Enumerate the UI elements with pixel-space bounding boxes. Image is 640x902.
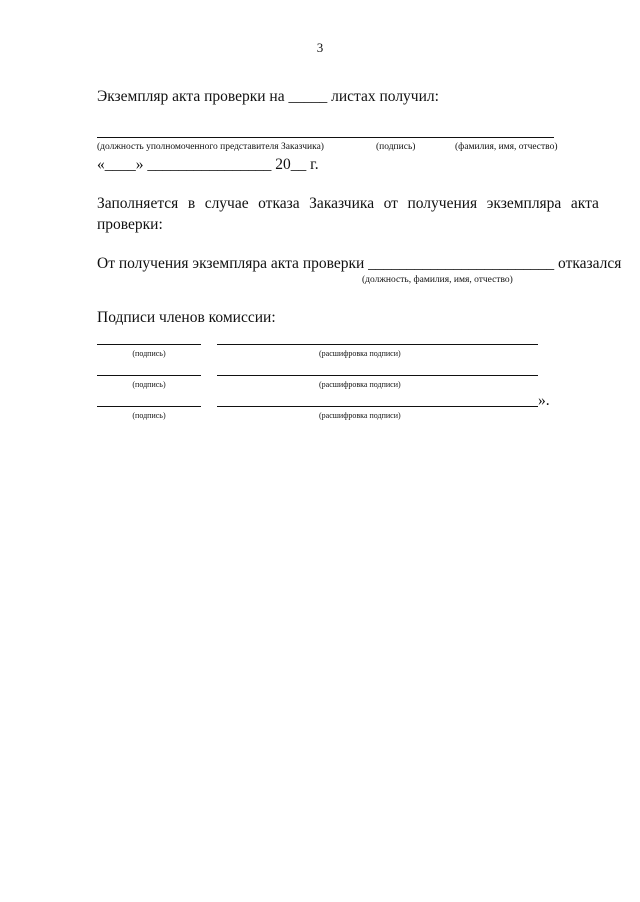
member-signature-line <box>97 406 201 407</box>
refusal-note-word: от <box>383 195 398 212</box>
refusal-note-word: получения <box>407 195 478 212</box>
refusal-suffix: отказался <box>558 255 622 272</box>
member-signature-line <box>97 375 201 376</box>
member-decoding-line <box>217 344 538 345</box>
date-close-quote: » <box>135 156 144 173</box>
refusal-note-word: Заказчика <box>309 195 375 212</box>
member-signature-caption: (подпись) <box>132 380 166 389</box>
received-prefix: Экземпляр акта проверки на <box>97 88 285 105</box>
refusal-blank: ________________________ <box>368 255 555 272</box>
position-caption: (должность уполномоченного представителя Заказчика) <box>97 142 324 152</box>
date-open-quote: « <box>97 156 105 173</box>
member-decoding-line <box>217 406 538 407</box>
full-name-caption: (фамилия, имя, отчество) <box>455 142 558 152</box>
member-decoding-caption: (расшифровка подписи) <box>319 349 401 358</box>
year-blank: __ <box>290 156 307 173</box>
refusal-note-word: экземпляра <box>486 195 562 212</box>
member-decoding-line <box>217 375 538 376</box>
month-blank: ________________ <box>147 156 272 173</box>
refusal-note-line2: проверки: <box>97 216 163 233</box>
refusal-line <box>97 255 621 273</box>
day-blank: ____ <box>104 156 136 173</box>
page-number: 3 <box>316 40 324 55</box>
refusal-note-word: Заполняется <box>97 195 179 212</box>
received-copy-line <box>97 88 439 106</box>
refusal-prefix: От получения экземпляра акта проверки <box>97 255 365 272</box>
year-suffix: г. <box>310 156 319 173</box>
member-signature-line <box>97 344 201 345</box>
refusal-caption: (должность, фамилия, имя, отчество) <box>362 275 513 285</box>
refusal-note-word: случае <box>204 195 249 212</box>
refusal-note-line1 <box>97 195 599 213</box>
refusal-note-word: отказа <box>258 195 300 212</box>
signature-caption: (подпись) <box>376 142 416 152</box>
date-line <box>97 156 319 174</box>
member-decoding-caption: (расшифровка подписи) <box>319 411 401 420</box>
member-signature-caption: (подпись) <box>132 411 166 420</box>
representative-signature-line <box>97 137 554 138</box>
commission-heading: Подписи членов комиссии: <box>97 309 276 326</box>
refusal-note-word: акта <box>570 195 599 212</box>
closing-mark: ». <box>538 392 550 409</box>
refusal-note-word: в <box>187 195 196 212</box>
received-suffix: листах получил: <box>331 88 439 105</box>
member-decoding-caption: (расшифровка подписи) <box>319 380 401 389</box>
year-prefix: 20 <box>275 156 291 173</box>
member-signature-caption: (подпись) <box>132 349 166 358</box>
sheets-blank: _____ <box>288 88 328 105</box>
